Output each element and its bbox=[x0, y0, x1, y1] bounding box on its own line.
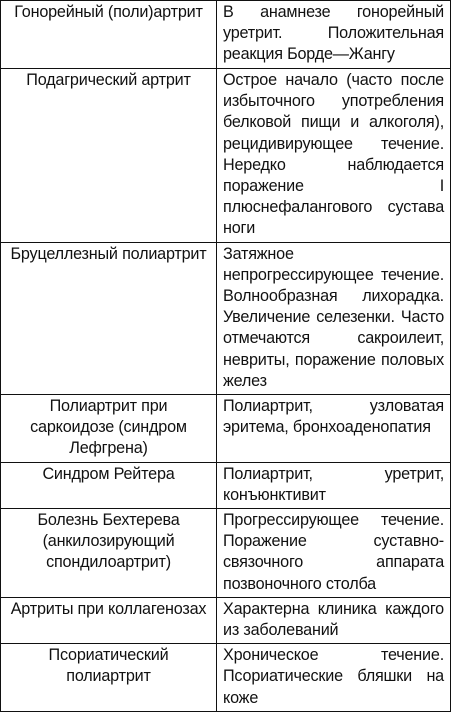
table-row bbox=[1, 69, 451, 243]
table-row bbox=[1, 1, 451, 69]
table-row bbox=[1, 242, 451, 394]
disease-name: Полиартрит при саркоидозе (синдром Лефгрена) bbox=[30, 397, 187, 458]
disease-name: Артриты при коллагенозах bbox=[10, 599, 207, 618]
description-cell bbox=[217, 1, 451, 69]
description-cell bbox=[217, 644, 451, 712]
table-row bbox=[1, 644, 451, 712]
disease-name: Гонорейный (поли)артрит bbox=[14, 3, 203, 21]
description-cell bbox=[217, 242, 451, 394]
disease-cell bbox=[1, 395, 217, 463]
disease-cell bbox=[1, 644, 217, 712]
description-cell bbox=[217, 597, 451, 643]
disease-description: Затяжное непрогрессирующее течение. Волнообразная лихорадка. Увеличение селезенки. Часто отмечаются сакроилеит, невриты, поражение половых желез bbox=[223, 244, 444, 390]
disease-cell bbox=[1, 69, 217, 243]
disease-description: Острое начало (часто после избыточного употребления белковой пищи и алкоголя), рецидивирующее течение. Нередко наблюдается поражение I плюснефалангового сустава ноги bbox=[223, 71, 444, 238]
disease-name: Болезнь Бехтерева (анкилозирующий спондилоартрит) bbox=[37, 511, 180, 572]
table-row bbox=[1, 462, 451, 508]
table-row bbox=[1, 509, 451, 598]
disease-cell bbox=[1, 462, 217, 508]
disease-description: В анамнезе гонорейный уретрит. Положительная реакция Борде—Жангу bbox=[223, 3, 444, 64]
disease-description: Полиартрит, уретрит, конъюнктивит bbox=[223, 464, 444, 504]
description-cell bbox=[217, 395, 451, 463]
disease-name: Синдром Рейтера bbox=[42, 464, 175, 483]
disease-name: Подагрический артрит bbox=[26, 71, 191, 89]
disease-name: Бруцеллезный полиартрит bbox=[10, 244, 207, 263]
disease-description: Полиартрит, узловатая эритема, бронхоаденопатия bbox=[223, 397, 444, 437]
disease-description: Характерна клиника каждого из заболеваний bbox=[223, 599, 444, 640]
table-row bbox=[1, 395, 451, 463]
table-row bbox=[1, 597, 451, 643]
description-cell bbox=[217, 69, 451, 243]
disease-description: Хроническое течение. Псориатические бляшки на коже bbox=[223, 646, 444, 707]
disease-cell bbox=[1, 1, 217, 69]
disease-name: Псориатический полиартрит bbox=[48, 646, 169, 686]
disease-cell bbox=[1, 597, 217, 643]
disease-description: Прогрессирующее течение. Поражение суставно-связочного аппарата позвоночного столба bbox=[223, 511, 444, 593]
disease-cell bbox=[1, 242, 217, 394]
description-cell bbox=[217, 509, 451, 598]
disease-cell bbox=[1, 509, 217, 598]
description-cell bbox=[217, 462, 451, 508]
